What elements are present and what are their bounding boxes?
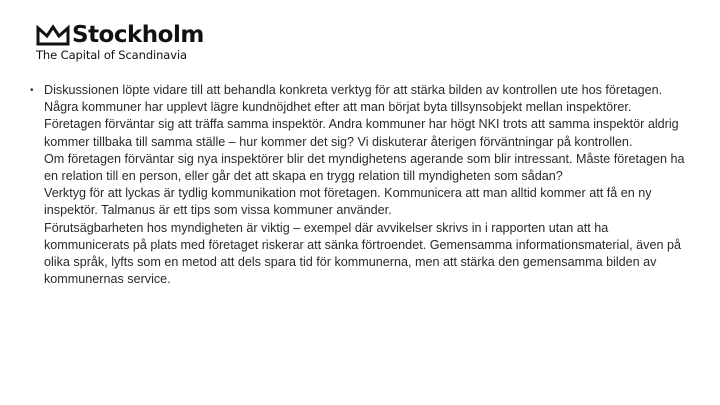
bullet-dot-icon: • [30, 85, 34, 96]
paragraph-3: Verktyg för att lyckas är tydlig kommunikation mot företagen. Kommunicera att man alltid kommer att få en ny inspektör. Talmanus är ett tips som vissa kommuner använder. [44, 186, 652, 218]
paragraph-2: Om företagen förväntar sig nya inspektörer blir det myndighetens agerande som blir intressant. Måste företagen ha en relation till en person, eller går det att skapa en trygg relation till myndigheten som sådan? [44, 151, 685, 184]
logo-wordmark: Stockholm [72, 22, 204, 48]
stockholm-logo [36, 20, 236, 64]
bullet-text [44, 82, 690, 288]
paragraph-1: Diskussionen löpte vidare till att behandla konkreta verktyg för att stärka bilden av kontrollen ute hos företagen. Några kommuner har upplevt lägre kundnöjdhet efter att man börjat byta tillsynsobjekt mellan inspektörer. Företagen förväntar sig att träffa samma inspektör. Andra kommuner har högt NKI trots att samma inspektör aldrig kommer tillbaka till samma ställe – hur kommer det sig? Vi diskuterar återigen förväntningar på kontrollen. [44, 83, 679, 149]
crown-icon [36, 24, 70, 46]
paragraph-4: Förutsägbarheten hos myndigheten är viktig – exempel där avvikelser skrivs in i rapporten utan att ha kommunicerats på plats med företaget riskerar att sänka förtroendet. Gemensamma informationsmaterial, även på olika språk, lyfts som en metod att dels spara tid för kommunerna, men att stärka den gemensamma bilden av kommunernas service. [44, 220, 681, 287]
slide-body [30, 82, 690, 288]
logo-tagline: The Capital of Scandinavia [36, 48, 187, 62]
bullet-item [30, 82, 690, 288]
